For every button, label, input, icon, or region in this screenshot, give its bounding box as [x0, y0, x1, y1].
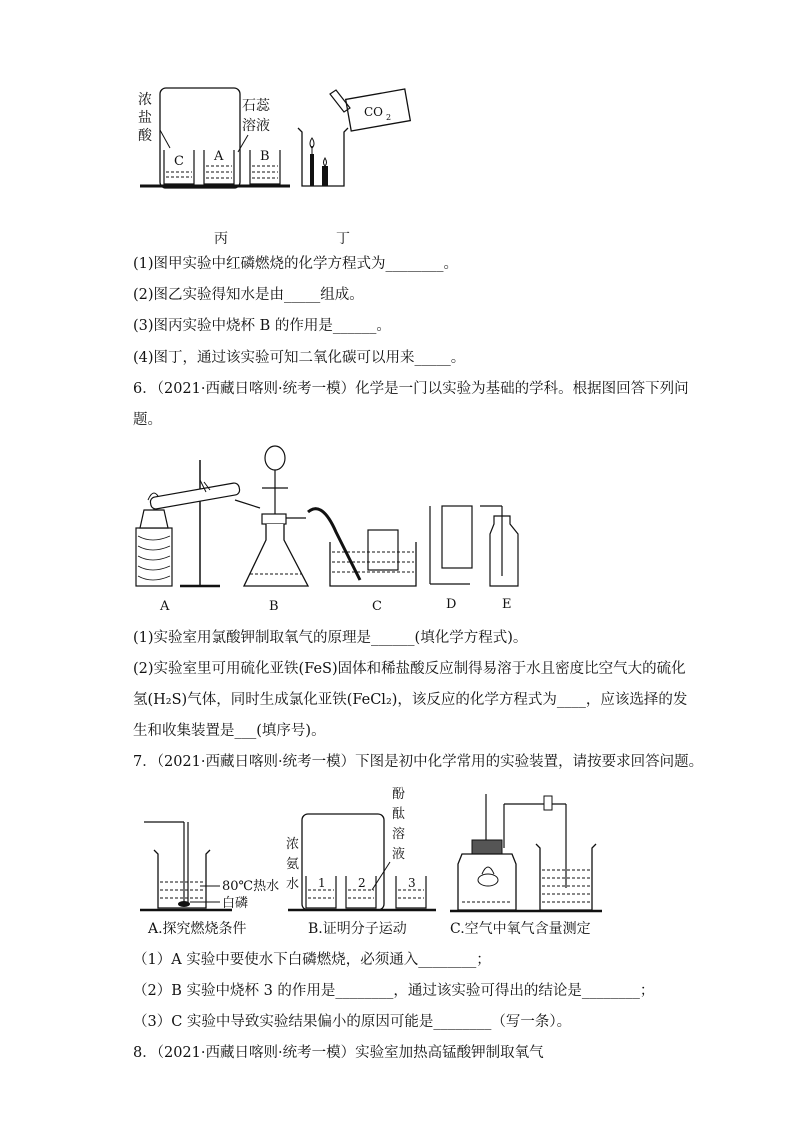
label-litmus-2: 溶液 [242, 118, 270, 134]
figure-q7-experiments [140, 778, 610, 940]
label-conc-hcl-3: 酸 [138, 128, 152, 144]
label-conc-hcl-1: 浓 [138, 92, 152, 108]
experiment-c [450, 794, 602, 911]
label-ammonia-2: 氨 [286, 857, 300, 872]
caption-c: C.空气中氧气含量测定 [450, 921, 591, 937]
label-hot-water: 80℃热水 [222, 879, 280, 894]
q6-item-1: (1)实验室用氯酸钾制取氧气的原理是______(填化学方程式)。 [133, 630, 528, 646]
q6-title-line2: 题。 [133, 412, 162, 428]
q7-item-2: （2）B 实验中烧杯 3 的作用是________，通过该实验可得出的结论是________； [133, 983, 655, 999]
apparatus-c-label: C [372, 599, 382, 614]
apparatus-a [136, 460, 260, 614]
apparatus-d-label: D [446, 597, 457, 612]
label-phenol-4: 液 [392, 847, 406, 862]
q6-item-2-line3: 生和收集装置是___(填序号)。 [133, 723, 326, 739]
apparatus-e [480, 506, 518, 612]
apparatus-b-label: B [269, 599, 279, 614]
q6-item-2-line2: 氢(H₂S)气体，同时生成氯化亚铁(FeCl₂)，该反应的化学方程式为____，应该选择的发 [133, 692, 688, 708]
q8-title: 8．（2021·西藏日喀则·统考一模）实验室加热高锰酸钾制取氧气 [133, 1045, 544, 1061]
bell-jar [160, 88, 240, 188]
apparatus-b [244, 446, 308, 614]
apparatus-c [308, 509, 416, 614]
beaker-2-label: 2 [358, 876, 366, 890]
beaker-3-label: 3 [408, 876, 416, 890]
label-ammonia-1: 浓 [286, 837, 300, 852]
beaker-a [204, 149, 234, 184]
label-white-phosphorus: 白磷 [222, 896, 249, 911]
figure-bing-ding [130, 80, 570, 200]
experiment-a [140, 822, 279, 911]
label-litmus-1: 石蕊 [242, 98, 270, 114]
caption-a: A.探究燃烧条件 [148, 921, 247, 937]
experiment-b [286, 787, 436, 910]
label-phenol-2: 酞 [392, 807, 406, 822]
caption-ding: 丁 [336, 231, 350, 247]
q7-item-3: （3）C 实验中导致实验结果偏小的原因可能是________（写一条）。 [133, 1014, 572, 1030]
apparatus-a-label: A [160, 599, 170, 614]
caption-bing: 丙 [214, 231, 228, 247]
beaker-candles [298, 128, 348, 186]
apparatus-d [430, 506, 472, 612]
q7-item-1: （1）A 实验中要使水下白磷燃烧，必须通入________； [133, 952, 491, 968]
label-ammonia-3: 水 [286, 877, 300, 892]
caption-b: B.证明分子运动 [308, 921, 407, 937]
figure-q6-apparatus [130, 440, 550, 615]
apparatus-e-label: E [502, 597, 512, 612]
co2-label: CO [364, 105, 384, 119]
beaker-a-label: A [214, 149, 224, 164]
label-conc-hcl-2: 盐 [138, 110, 152, 126]
q5-item-3: (3)图丙实验中烧杯 B 的作用是______。 [133, 318, 391, 334]
label-phenol-3: 溶 [392, 827, 406, 842]
beaker-c [164, 150, 194, 184]
co2-sub: 2 [386, 113, 392, 122]
co2-bottle [330, 89, 410, 131]
beaker-b-label: B [260, 149, 270, 164]
q7-title: 7．（2021·西藏日喀则·统考一模）下图是初中化学常用的实验装置，请按要求回答问题。 [133, 754, 704, 770]
q6-item-2-line1: (2)实验室里可用硫化亚铁(FeS)固体和稀盐酸反应制得易溶于水且密度比空气大的硫化 [133, 661, 686, 677]
label-phenol-1: 酚 [392, 787, 406, 802]
q5-item-4: (4)图丁，通过该实验可知二氧化碳可以用来_____。 [133, 350, 466, 366]
q5-item-2: (2)图乙实验得知水是由_____组成。 [133, 287, 364, 303]
beaker-1-label: 1 [318, 876, 326, 890]
beaker-c-label: C [174, 154, 184, 169]
q5-item-1: (1)图甲实验中红磷燃烧的化学方程式为________。 [133, 256, 459, 272]
beaker-b [250, 149, 280, 184]
q6-title-line1: 6．（2021·西藏日喀则·统考一模）化学是一门以实验为基础的学科。根据图回答下列问 [133, 381, 689, 397]
